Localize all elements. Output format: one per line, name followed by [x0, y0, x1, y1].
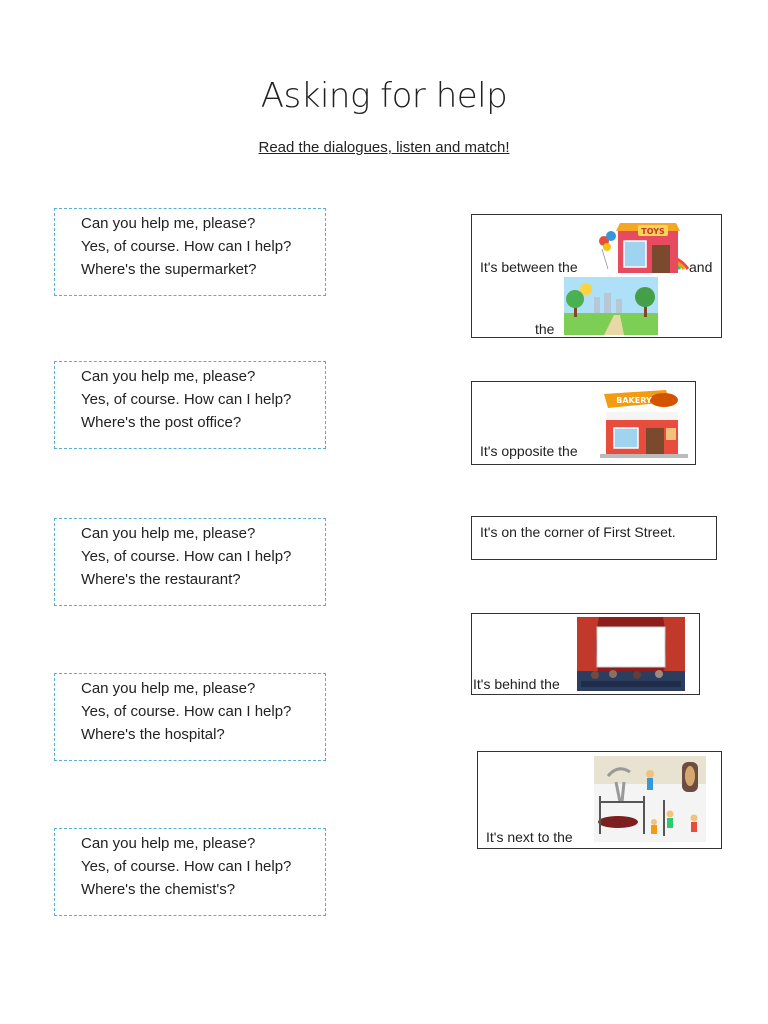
answer-box-next-to[interactable]	[477, 751, 722, 849]
bakery-sign: BAKERY	[616, 396, 652, 405]
dialogue-box-chemists[interactable]	[54, 828, 326, 916]
answer-box-behind[interactable]	[471, 613, 700, 695]
answer-text: the	[535, 321, 555, 337]
dialogue-box-supermarket[interactable]	[54, 208, 326, 296]
answer-text: It's behind the	[473, 676, 560, 692]
answer-box-opposite[interactable]	[471, 381, 696, 465]
answer-text: and	[689, 259, 713, 275]
dialogue-box-post-office[interactable]	[54, 361, 326, 449]
dialogue-line: Where's the supermarket?	[81, 261, 257, 278]
dialogue-box-hospital[interactable]	[54, 673, 326, 761]
dialogue-box-restaurant[interactable]	[54, 518, 326, 606]
answer-text: It's on the corner of First Street.	[480, 524, 676, 540]
dialogue-line: Can you help me, please?	[81, 835, 256, 852]
toy-shop-icon	[598, 219, 690, 275]
answer-text: It's opposite the	[480, 443, 578, 459]
bakery-icon	[596, 388, 692, 460]
dialogue-line: Yes, of course. How can I help?	[81, 391, 292, 408]
park-icon	[564, 277, 658, 335]
answer-text: It's between the	[480, 259, 578, 275]
dialogue-line: Can you help me, please?	[81, 215, 256, 232]
dialogue-line: Yes, of course. How can I help?	[81, 703, 292, 720]
dialogue-line: Where's the restaurant?	[81, 571, 241, 588]
dialogue-line: Where's the hospital?	[81, 726, 225, 743]
worksheet-title: Asking for help	[260, 76, 508, 116]
dialogue-line: Yes, of course. How can I help?	[81, 548, 292, 565]
dialogue-line: Can you help me, please?	[81, 525, 256, 542]
toy-shop-sign: TOYS	[641, 227, 665, 236]
dialogue-line: Can you help me, please?	[81, 368, 256, 385]
answer-box-corner[interactable]	[471, 516, 717, 560]
dialogue-line: Yes, of course. How can I help?	[81, 238, 292, 255]
dialogue-line: Where's the chemist's?	[81, 881, 236, 898]
dialogue-line: Yes, of course. How can I help?	[81, 858, 292, 875]
worksheet-instruction: Read the dialogues, listen and match!	[258, 139, 510, 156]
museum-icon	[594, 756, 706, 842]
answer-box-between[interactable]	[471, 214, 722, 338]
answer-text: It's next to the	[486, 829, 573, 845]
cinema-icon	[577, 617, 685, 691]
dialogue-line: Where's the post office?	[81, 414, 242, 431]
dialogue-line: Can you help me, please?	[81, 680, 256, 697]
